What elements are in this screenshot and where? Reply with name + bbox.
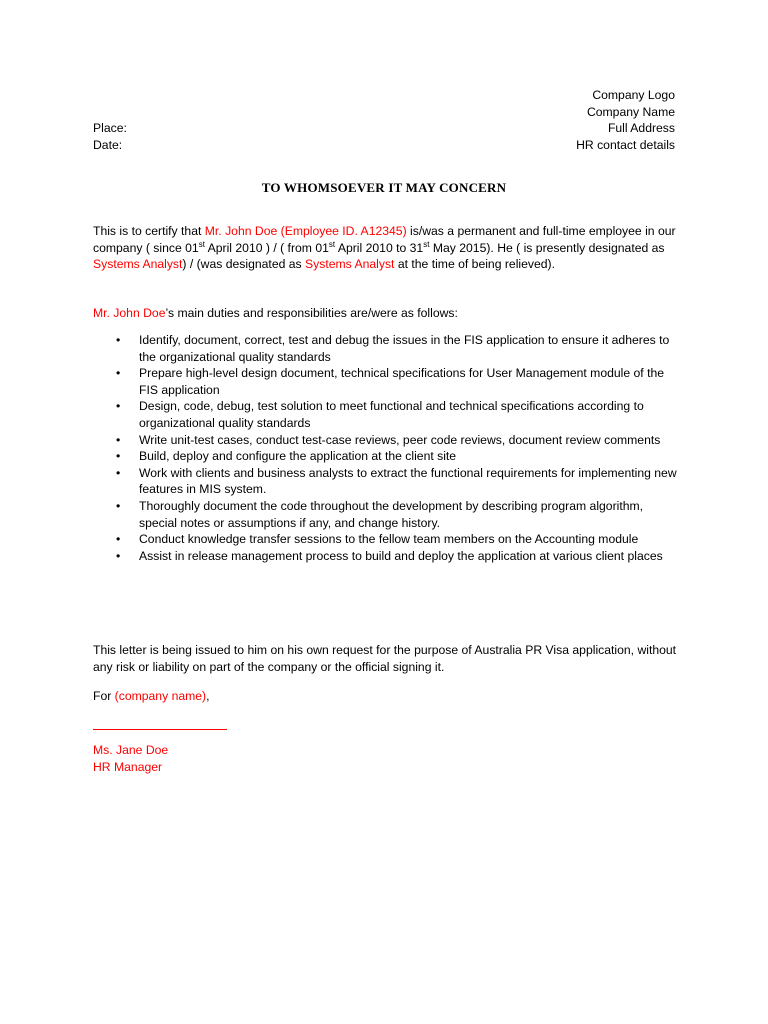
signatory-name: Ms. Jane Doe [93,743,169,757]
list-item [93,365,683,398]
list-item [93,498,683,531]
bullet-icon: • [116,465,121,480]
bullet-icon: • [116,548,121,563]
duties-intro-text: ’s main duties and responsibilities are/were as follows: [165,306,458,320]
certify-text-7: at the time of being relieved). [394,257,555,272]
certify-text-3: April 2010 ) / ( from 01 [204,240,329,255]
signature-line [93,729,227,730]
list-item [93,448,683,465]
company-logo-placeholder: Company Logo [592,88,675,102]
employee-name-id: Mr. John Doe (Employee ID. A12345) [204,224,407,238]
place-date-block [93,120,127,153]
list-item [93,332,683,365]
purpose-paragraph: This letter is being issued to him on his own request for the purpose of Australia PR Visa application, without any risk or liability on part of the company or the official signing it. [93,643,677,674]
duty-text: Thoroughly document the code throughout the development by describing program algorithm, special notes or assumptions if any, and change history. [139,498,644,530]
certify-text-6: ) / (was designated as [182,257,306,272]
place-label: Place: [93,121,127,135]
letter-title: TO WHOMSOEVER IT MAY CONCERN [261,180,507,195]
signatory-title: HR Manager [93,760,163,774]
certify-text-4: April 2010 to 31 [335,240,424,255]
company-name: Company Name [586,104,675,119]
bullet-icon: • [116,432,121,447]
for-label: For [93,689,115,703]
bullet-icon: • [116,532,121,547]
designation: Systems Analyst [93,257,183,272]
certify-text-2: is/was a permanent and full-time employee in our company ( since 01 [93,224,676,255]
duties-intro [93,305,683,322]
duty-text: Prepare high-level design document, technical specifications for User Management module of the FIS application [139,366,665,397]
bullet-icon: • [116,366,121,381]
designation: Systems Analyst [305,257,395,272]
bullet-icon: • [116,333,121,347]
duty-text: Conduct knowledge transfer sessions to the fellow team members on the Accounting module [139,532,639,547]
duty-text: Write unit-test cases, conduct test-case reviews, peer code reviews, document review comments [139,432,661,447]
closing-line [93,688,683,705]
list-item [93,548,683,565]
ordinal-suffix: st [423,239,430,249]
certify-text-1: This is to certify that [93,224,205,238]
list-item [93,465,683,498]
bullet-icon: • [116,399,121,414]
duties-list [93,332,683,564]
certification-paragraph [93,223,683,273]
duty-text: Work with clients and business analysts to extract the functional requirements for implementing new features in MIS system. [139,465,677,497]
company-name-placeholder: (company name) [114,689,207,703]
date-label: Date: [93,137,123,152]
list-item [93,531,683,548]
hr-contact-details: HR contact details [576,137,675,152]
ordinal-suffix: st [328,239,336,249]
signatory-block [93,742,168,776]
list-item [93,432,683,449]
company-address: Full Address [607,121,675,135]
employee-name: Mr. John Doe [93,306,166,320]
list-item [93,398,683,431]
duty-text: Assist in release management process to build and deploy the application at various client places [139,548,663,563]
ordinal-suffix: st [198,239,205,249]
certify-text-5: May 2015). He ( is presently designated as [429,240,665,255]
duty-text: Build, deploy and configure the application at the client site [139,449,457,464]
duty-text: Identify, document, correct, test and debug the issues in the FIS application to ensure it adheres to the organizational quality standards [139,333,670,364]
closing-comma: , [206,689,210,703]
company-header [576,87,675,153]
duty-text: Design, code, debug, test solution to meet functional and technical specifications according to organizational quality standards [139,399,644,430]
bullet-icon: • [116,449,121,464]
bullet-icon: • [116,498,121,513]
